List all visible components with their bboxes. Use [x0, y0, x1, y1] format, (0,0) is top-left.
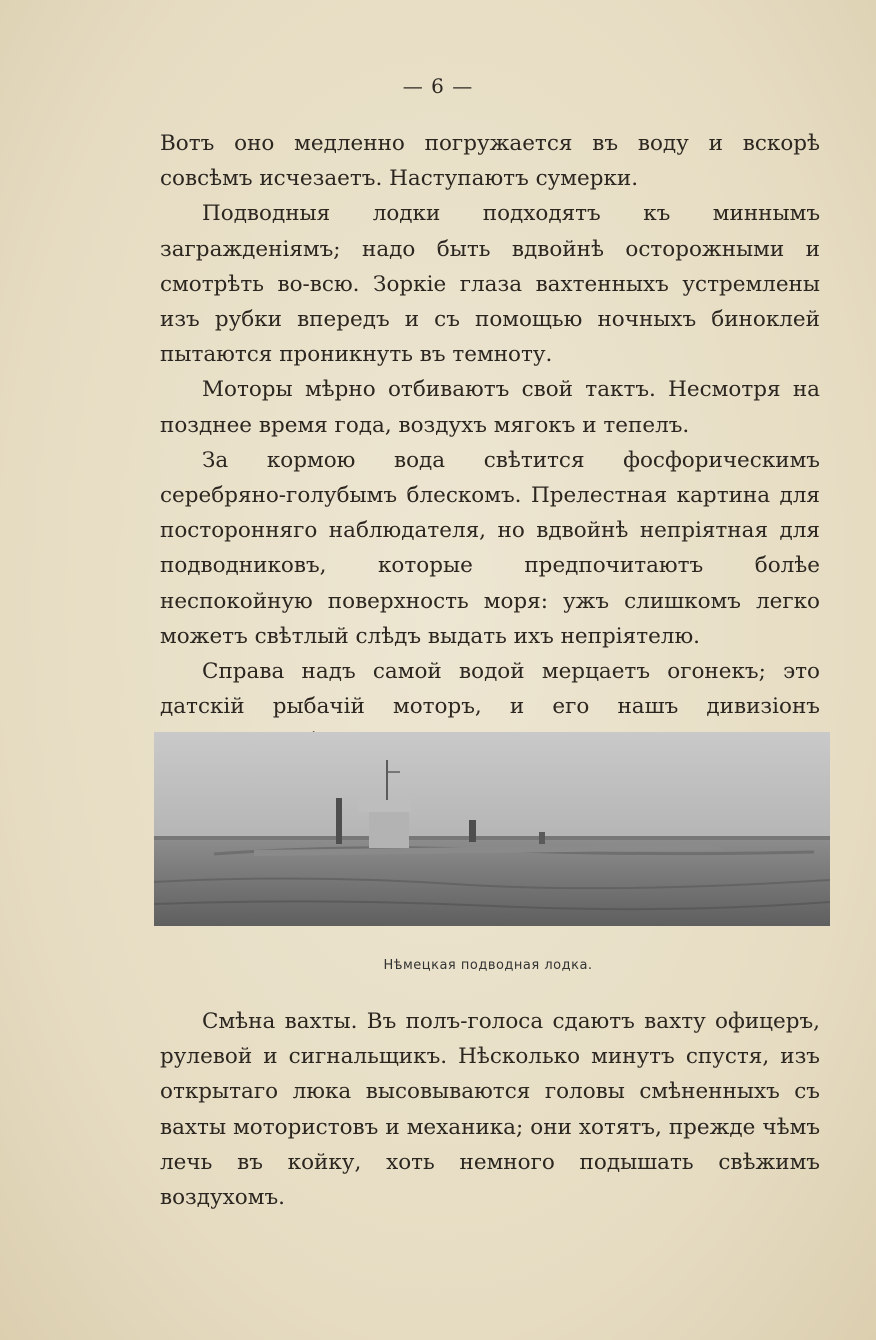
paragraph: Подводныя лодки подходятъ къ миннымъ загражденіямъ; надо быть вдвойнѣ осторожными и смотрѣть во-всю. Зоркіе глаза вахтенныхъ устремлены изъ рубки впередъ и съ помощью ночныхъ биноклей пытаются проникнуть въ темноту. [160, 201, 820, 368]
paragraph: За кормою вода свѣтится фосфорическимъ серебряно-голубымъ блескомъ. Прелестная картина для посторонняго наблюдателя, но вдвойнѣ непріятная для подводниковъ, которые предпочитаютъ болѣе неспокойную поверхность моря: ужъ слишкомъ легко можетъ свѣтлый слѣдъ выдать ихъ непріятелю. [160, 447, 820, 649]
text-block-top [160, 126, 820, 760]
paragraph: Моторы мѣрно отбиваютъ свой тактъ. Несмотря на позднее время года, воздухъ мягокъ и тепелъ. [160, 377, 820, 438]
figure-caption: Нѣмецкая подводная лодка. [383, 958, 593, 973]
paragraph: Вотъ оно медленно погружается въ воду и вскорѣ совсѣмъ исчезаетъ. Наступаютъ сумерки. [160, 131, 820, 192]
paragraph: Справа надъ самой водой мерцаетъ огонекъ; это датскій рыбачій моторъ, и его нашъ дивизіонъ [160, 659, 820, 720]
page-number: — 6 — [402, 74, 474, 98]
text-block-bottom [160, 1004, 820, 1215]
paragraph: Смѣна вахты. Въ полъ-голоса сдаютъ вахту офицеръ, рулевой и сигнальщикъ. Нѣсколько минутъ спустя, изъ открытаго люка высовываются головы смѣненныхъ съ вахты мотористовъ и механика; они хотятъ, прежде чѣмъ лечь въ койку, хоть немного подышать свѣжимъ воздухомъ. [160, 1009, 820, 1211]
submarine-photo [154, 732, 830, 926]
